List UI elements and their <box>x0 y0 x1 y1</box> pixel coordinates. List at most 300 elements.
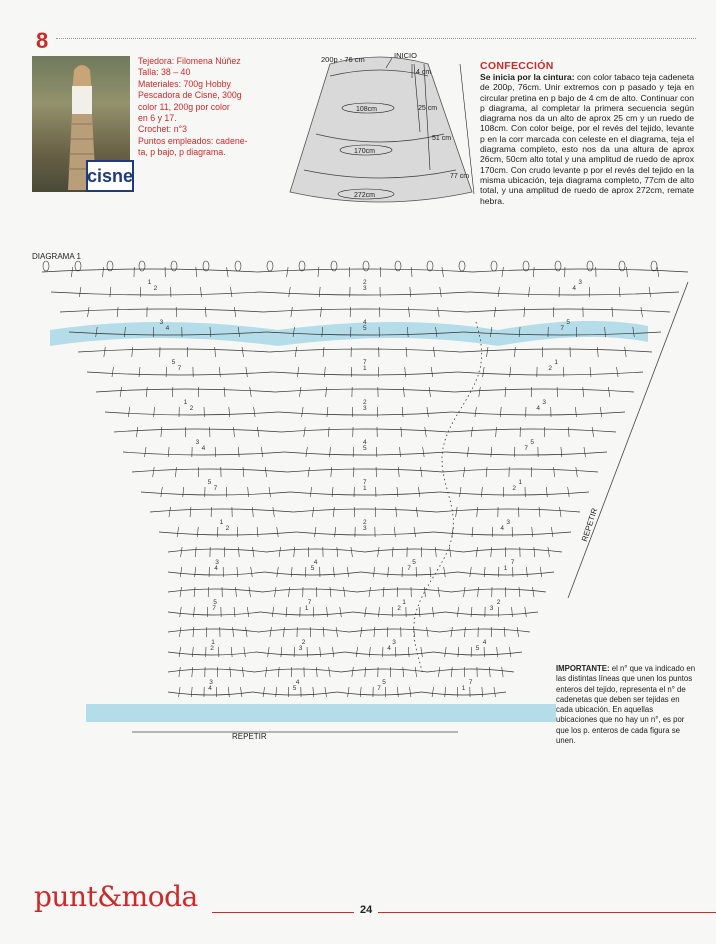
stitch-mark <box>539 507 540 517</box>
stitch-mark <box>302 407 304 417</box>
stitch-mark <box>649 287 651 297</box>
stitch-mark <box>299 387 301 397</box>
stitch-mark <box>641 307 643 317</box>
stitch-mark <box>410 287 411 297</box>
stitch-mark <box>252 547 254 557</box>
stitch-count-label: 3 <box>542 399 546 406</box>
stitch-mark <box>432 687 434 697</box>
stitch-mark <box>328 427 329 437</box>
stitch-mark <box>388 567 389 577</box>
stitch-mark <box>249 587 251 597</box>
stitch-mark <box>438 587 440 597</box>
stitch-mark <box>427 407 429 417</box>
important-title: IMPORTANTE: <box>556 664 610 673</box>
height-label-3: 51 cm <box>432 135 452 142</box>
stitch-mark <box>195 567 196 577</box>
stitch-mark <box>330 587 331 597</box>
stitch-count-label: 1 <box>363 485 367 492</box>
stitch-mark <box>327 607 328 617</box>
repetir-vertical: REPETIR <box>580 507 600 543</box>
stitch-mark <box>192 647 193 657</box>
stitch-mark <box>533 267 534 277</box>
stitch-mark <box>201 287 202 297</box>
top-loop <box>555 261 561 271</box>
stitch-mark <box>179 687 181 697</box>
stitch-mark <box>431 367 433 377</box>
stitch-mark <box>246 627 248 637</box>
stitch-mark <box>316 667 317 677</box>
stitch-mark <box>379 607 380 617</box>
stitch-arc <box>267 549 366 552</box>
repetir-horizontal: REPETIR <box>232 732 267 741</box>
stitch-mark <box>283 627 284 637</box>
stitch-mark <box>369 647 370 657</box>
stitch-arc <box>341 669 428 672</box>
pattern-number: 8 <box>36 28 49 53</box>
header-dotted-rule <box>56 38 696 39</box>
stitch-mark <box>414 527 416 537</box>
stitch-arc <box>434 652 523 655</box>
stitch-mark <box>333 567 334 577</box>
stitch-mark <box>297 367 299 377</box>
height-label-2: 25 cm <box>418 105 438 112</box>
stitch-mark <box>397 487 398 497</box>
stitch-count-label: 3 <box>195 439 200 446</box>
stitch-mark <box>236 587 237 597</box>
stitch-mark <box>438 667 440 677</box>
stitch-count-label: 4 <box>363 319 367 326</box>
stitch-arc <box>263 309 466 312</box>
stitch-mark <box>398 467 399 477</box>
stitch-mark <box>360 627 362 637</box>
stitch-mark <box>242 347 244 357</box>
stitch-mark <box>246 367 248 377</box>
stitch-mark <box>243 467 244 477</box>
stitch-mark <box>411 267 412 277</box>
stitch-mark <box>79 287 81 297</box>
stitch-mark <box>500 407 501 417</box>
stitch-mark <box>397 687 398 697</box>
stitch-mark <box>479 387 481 397</box>
stitch-count-label: 7 <box>524 445 528 452</box>
stitch-count-label: 1 <box>518 479 522 486</box>
stitch-mark <box>438 307 440 317</box>
stitch-mark <box>475 407 477 417</box>
stitch-count-label: 5 <box>207 479 212 486</box>
stitch-mark <box>175 467 176 477</box>
stitch-mark <box>265 667 267 677</box>
stitch-mark <box>277 567 279 577</box>
stitch-count-label: 4 <box>295 679 300 686</box>
stitch-mark <box>230 287 232 297</box>
spec-line: Puntos empleados: cadene- <box>138 135 248 146</box>
stitch-mark <box>229 407 230 417</box>
stitch-mark <box>568 427 569 437</box>
stitch-mark <box>161 427 162 437</box>
stitch-mark <box>340 607 342 617</box>
stitch-mark <box>146 387 147 397</box>
stitch-arc <box>105 412 278 415</box>
stitch-mark <box>497 647 498 657</box>
stitch-arc <box>452 412 625 415</box>
stitch-mark <box>433 347 435 357</box>
stitch-mark <box>304 427 306 437</box>
stitch-count-label: 4 <box>313 559 318 566</box>
stitch-mark <box>532 527 533 537</box>
stitch-mark <box>261 447 263 457</box>
stitch-mark <box>275 587 277 597</box>
page-number: 24 <box>354 904 378 916</box>
stitch-mark <box>250 387 252 397</box>
stitch-arc <box>357 589 452 592</box>
stitch-mark <box>329 667 331 677</box>
stitch-mark <box>219 367 220 377</box>
stitch-mark <box>110 287 111 297</box>
important-body: el n° que va indicado en las distintas líneas que unen los puntos enteros del tejido, representa el n° de cadenetas que deben ser tejidas en cada ubicación. En aquellas ubicaciones que no hay un n°, es por que los p. enteros de cada figura se unen. <box>556 664 696 746</box>
stitch-mark <box>247 607 249 617</box>
stitch-count-label: 4 <box>572 285 576 292</box>
stitch-count-label: 2 <box>225 525 230 532</box>
stitch-mark <box>120 387 122 397</box>
stitch-mark <box>332 647 334 657</box>
stitch-count-label: 2 <box>363 519 367 526</box>
stitch-mark <box>295 347 297 357</box>
stitch-arc <box>255 669 342 672</box>
spec-line: Pescadora de Cisne, 300g <box>138 90 242 101</box>
skirt-schematic <box>280 46 480 206</box>
stitch-mark <box>478 587 479 597</box>
stitch-mark <box>181 547 183 557</box>
stitch-mark <box>179 667 181 677</box>
stitch-mark <box>425 427 427 437</box>
stitch-mark <box>325 687 327 697</box>
stitch-mark <box>401 427 402 437</box>
stitch-mark <box>583 387 584 397</box>
stitch-count-label: 4 <box>500 525 504 532</box>
stitch-arc <box>123 452 284 455</box>
stitch-mark <box>560 507 562 517</box>
stitch-mark <box>238 447 239 457</box>
stitch-count-label: 2 <box>512 485 516 492</box>
stitch-mark <box>491 547 492 557</box>
stitch-mark <box>512 607 513 617</box>
stitch-arc <box>51 292 260 295</box>
stitch-mark <box>323 627 324 637</box>
stitch-mark <box>504 627 505 637</box>
stitch-count-label: 7 <box>560 325 564 332</box>
stitch-mark <box>551 527 553 537</box>
stitch-mark <box>278 667 279 677</box>
stitch-arc <box>446 452 607 455</box>
stitch-mark <box>425 587 426 597</box>
stitch-count-label: 2 <box>363 279 367 286</box>
stitch-count-label: 1 <box>219 519 224 526</box>
stitch-mark <box>423 447 425 457</box>
stitch-mark <box>234 307 236 317</box>
stitch-arc <box>168 589 263 592</box>
stitch-mark <box>335 527 336 537</box>
stitch-mark <box>617 367 619 377</box>
stitch-mark <box>257 427 259 437</box>
stitch-mark <box>464 627 465 637</box>
stitch-mark <box>435 547 436 557</box>
stitch-arc <box>261 612 354 615</box>
stitch-mark <box>481 487 482 497</box>
stitch-mark <box>71 267 73 277</box>
stitch-mark <box>240 687 242 697</box>
stitch-mark <box>318 267 319 277</box>
stitch-arc <box>168 692 253 695</box>
stitch-mark <box>179 627 181 637</box>
stitch-arc <box>361 572 458 575</box>
stitch-mark <box>408 647 409 657</box>
stitch-arc <box>275 389 454 392</box>
stitch-arc <box>168 669 255 672</box>
stitch-mark <box>254 407 256 417</box>
stitch-mark <box>405 367 406 377</box>
stitch-count-label: 1 <box>402 599 406 606</box>
stitch-mark <box>161 487 163 497</box>
stitch-mark <box>432 607 434 617</box>
stitch-mark <box>524 307 525 317</box>
stitch-mark <box>442 267 444 277</box>
confeccion-lead: Se inicia por la cintura: <box>480 72 575 82</box>
stitch-count-label: 5 <box>363 445 367 452</box>
stitch-mark <box>546 487 547 497</box>
stitch-arc <box>159 532 296 535</box>
stitch-arc <box>168 549 267 552</box>
stitch-count-label: 3 <box>489 605 494 612</box>
stitch-mark <box>180 587 182 597</box>
stitch-arc <box>260 292 469 295</box>
stitch-arc <box>96 389 275 392</box>
stitch-mark <box>430 567 431 577</box>
stitch-mark <box>360 687 361 697</box>
stitch-count-label: 5 <box>213 599 217 606</box>
top-loop <box>267 261 273 271</box>
stitch-count-label: 5 <box>171 359 176 366</box>
stitch-mark <box>369 587 371 597</box>
stitch-arc <box>365 549 464 552</box>
stitch-arc <box>263 589 358 592</box>
stitch-mark <box>427 627 429 637</box>
stitch-mark <box>179 647 181 657</box>
stitch-mark <box>477 507 478 517</box>
stitch-count-label: 1 <box>183 399 188 406</box>
stitch-arc <box>446 612 539 615</box>
stitch-count-label: 2 <box>397 605 401 612</box>
stitch-mark <box>180 567 182 577</box>
stitch-mark <box>194 587 195 597</box>
stitch-mark <box>347 567 349 577</box>
stitch-mark <box>279 547 281 557</box>
stitch-mark <box>406 347 407 357</box>
stitch-mark <box>337 547 338 557</box>
height-label-1: 4 cm <box>416 69 432 76</box>
stitch-mark <box>486 467 487 477</box>
stitch-count-label: 2 <box>189 405 194 412</box>
stitch-count-label: 5 <box>292 685 297 692</box>
stitch-mark <box>277 527 279 537</box>
stitch-mark <box>336 627 338 637</box>
stitch-mark <box>494 307 496 317</box>
stitch-count-label: 1 <box>147 279 152 286</box>
stitch-mark <box>415 667 417 677</box>
stitch-mark <box>265 467 267 477</box>
stitch-arc <box>458 372 643 375</box>
stitch-mark <box>227 267 229 277</box>
stitch-arc <box>437 509 580 512</box>
stitch-mark <box>502 667 504 677</box>
stitch-mark <box>597 347 598 357</box>
stitch-mark <box>600 407 602 417</box>
top-loop <box>459 261 465 271</box>
stitch-count-label: 3 <box>363 285 367 292</box>
stitch-mark <box>308 467 310 477</box>
stitch-mark <box>351 547 353 557</box>
stitch-mark <box>494 687 496 697</box>
stitch-mark <box>251 567 253 577</box>
stitch-arc <box>449 429 616 432</box>
stitch-mark <box>252 507 253 517</box>
stitch-count-label: 4 <box>201 445 206 452</box>
footer-rule <box>212 912 716 913</box>
stitch-mark <box>132 347 133 357</box>
stitch-mark <box>270 627 272 637</box>
stitch-mark <box>230 667 231 677</box>
stitch-mark <box>323 347 324 357</box>
stitch-mark <box>326 387 327 397</box>
stitch-mark <box>321 307 322 317</box>
stitch-mark <box>103 267 104 277</box>
top-loop <box>43 261 49 271</box>
stitch-arc <box>458 572 555 575</box>
stitch-mark <box>534 547 535 557</box>
stitch-count-label: 3 <box>209 679 213 686</box>
stitch-count-label: 7 <box>363 359 367 366</box>
stitch-arc <box>461 349 652 352</box>
stitch-mark <box>590 367 591 377</box>
stitch-arc <box>87 372 272 375</box>
stitch-arc <box>452 589 547 592</box>
brand-logo: cisne <box>86 160 134 192</box>
stitch-count-label: 7 <box>407 565 411 572</box>
footer-logo: punt&moda <box>34 880 198 913</box>
stitch-arc <box>284 452 445 455</box>
stitch-mark <box>449 547 451 557</box>
chain-dotted-path <box>414 322 482 673</box>
stitch-arc <box>464 549 563 552</box>
stitch-mark <box>168 447 169 457</box>
stitch-mark <box>281 647 282 657</box>
stitch-count-label: 4 <box>536 405 540 412</box>
stitch-mark <box>592 427 594 437</box>
stitch-mark <box>356 647 358 657</box>
confeccion-text <box>480 72 694 206</box>
stitch-count-label: 3 <box>363 405 367 412</box>
stitch-mark <box>409 687 411 697</box>
stitch-arc <box>434 532 571 535</box>
stitch-mark <box>526 567 527 577</box>
stitch-mark <box>416 507 418 517</box>
spec-line: Talla: 38 – 40 <box>138 67 191 78</box>
stitch-mark <box>193 627 194 637</box>
stitch-count-label: 4 <box>482 639 487 646</box>
stitch-count-label: 5 <box>475 645 480 652</box>
stitch-arc <box>259 629 350 632</box>
stitch-mark <box>268 647 270 657</box>
stitch-count-label: 1 <box>304 605 309 612</box>
stitch-mark <box>332 487 333 497</box>
stitch-mark <box>529 287 530 297</box>
top-loop <box>235 261 241 271</box>
stitch-mark <box>657 267 659 277</box>
stitch-mark <box>470 567 472 577</box>
stitch-mark <box>233 627 234 637</box>
stitch-mark <box>112 367 114 377</box>
stitch-mark <box>348 687 350 697</box>
top-loop <box>363 261 369 271</box>
stitch-count-label: 4 <box>208 685 212 692</box>
stitch-mark <box>458 647 459 657</box>
skirt-inicio-label: INICIO <box>394 51 417 60</box>
stitch-mark <box>313 687 314 697</box>
stitch-arc <box>78 349 269 352</box>
stitch-mark <box>510 367 511 377</box>
stitch-mark <box>169 507 171 517</box>
top-loop <box>75 261 81 271</box>
skirt-top-label: 200p - 76 cm <box>321 55 365 64</box>
stitch-arc <box>253 692 338 695</box>
stitch-mark <box>418 487 420 497</box>
stitch-count-label: 5 <box>566 319 570 326</box>
stitch-count-label: 5 <box>310 565 315 572</box>
stitch-mark <box>451 627 453 637</box>
stitch-mark <box>330 447 331 457</box>
stitch-mark <box>540 567 542 577</box>
stitch-mark <box>331 467 332 477</box>
spec-line: Materiales: 700g Hobby <box>138 78 231 89</box>
stitch-arc <box>337 692 422 695</box>
stitch-mark <box>205 307 206 317</box>
stitch-mark <box>327 407 328 417</box>
stitch-mark <box>471 427 473 437</box>
stitch-count-label: 4 <box>387 645 391 652</box>
stitch-mark <box>196 267 197 277</box>
stitch-count-label: 2 <box>496 599 501 606</box>
stitch-arc <box>440 629 531 632</box>
stitch-count-label: 7 <box>468 679 473 686</box>
stitch-mark <box>183 487 184 497</box>
stitch-count-label: 2 <box>363 399 367 406</box>
stitch-mark <box>237 567 238 577</box>
stitch-mark <box>244 647 246 657</box>
stitch-arc <box>290 492 439 495</box>
stitch-mark <box>491 447 492 457</box>
confeccion-body: con color tabaco teja cadeneta de 200p, 76cm. Unir extremos con p pasado y teja en circular pretina en p bajo de 4 cm de alto. Continuar con p diagrama, al completar la primera secuencia según diagrama nos da un alto de aprox 25 cm y un ruedo de 108cm. Con color beige, por el revés del tejido, levante p en la corr marcada con celeste en el diagrama, teja el diagrama completo, esto nos da una altura de aprox 26cm, 50cm alto total y una amplitud de ruedo de aprox 170cm. Con crudo levante p por el revés del tejido en la misma ubicación, teja diagrama completo, 77cm de alto total, y una amplitud de ruedo de aprox 272cm, remate hebra. <box>480 72 695 206</box>
stitch-mark <box>456 507 458 517</box>
stitch-mark <box>451 667 452 677</box>
stitch-arc <box>422 692 507 695</box>
stitch-mark <box>88 307 90 317</box>
stitch-mark <box>312 507 314 517</box>
stitch-mark <box>576 467 578 477</box>
stitch-mark <box>154 407 155 417</box>
stitch-arc <box>345 652 434 655</box>
stitch-mark <box>584 447 586 457</box>
stitch-mark <box>228 687 229 697</box>
stitch-mark <box>554 467 555 477</box>
